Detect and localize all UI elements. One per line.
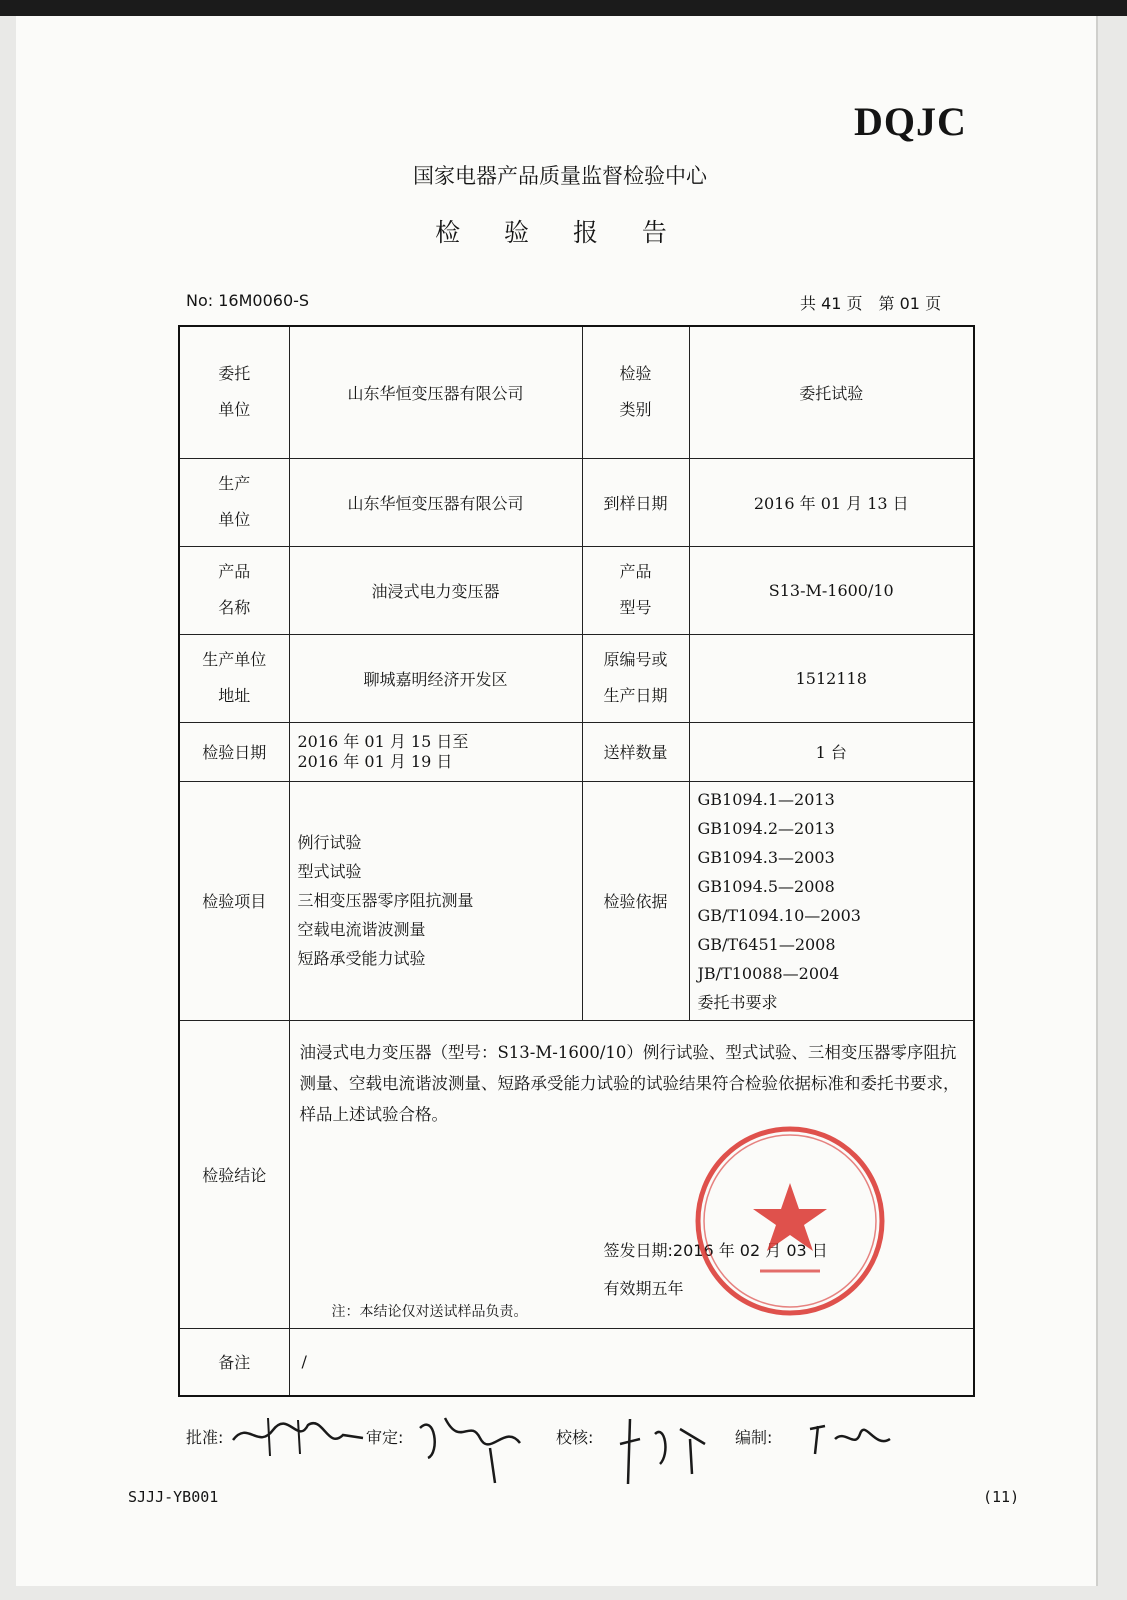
- list-item: 三相变压器零序阻抗测量: [297, 891, 474, 910]
- arrival-date-value: 2016 年 01 月 13 日: [689, 458, 974, 546]
- page-number: (11): [983, 1488, 1020, 1506]
- list-item: GB1094.5—2008: [697, 876, 835, 896]
- list-item: GB/T6451—2008: [697, 934, 836, 954]
- issue-date: 签发日期:2016 年 02 月 03 日: [603, 1240, 828, 1260]
- remark-label: 备注: [179, 1328, 289, 1396]
- product-name-label: 产品 名称: [179, 546, 289, 634]
- list-item: JB/T10088—2004: [697, 963, 840, 983]
- product-model-label: 产品 型号: [582, 546, 689, 634]
- check-signature: [610, 1404, 720, 1494]
- conclusion-text: 油浸式电力变压器（型号：S13-M-1600/10）例行试验、型式试验、三相变压器零序阻抗测量、空载电流谐波测量、短路承受能力试验的试验结果符合检验依据标准和委托书要求，样品上述试验合格。: [299, 1042, 960, 1124]
- remark-value: /: [289, 1328, 974, 1396]
- list-item: 空载电流谐波测量: [297, 920, 426, 939]
- test-items-list: [289, 781, 582, 1020]
- list-item: GB1094.1—2013: [697, 789, 835, 809]
- conclusion-label: 检验结论: [179, 1020, 289, 1328]
- list-item: 型式试验: [297, 862, 362, 881]
- test-type-label: 检验 类别: [582, 326, 689, 458]
- list-item: GB1094.2—2013: [697, 818, 835, 838]
- compile-label: 编制:: [735, 1428, 773, 1447]
- quantity-value: 1 台: [689, 722, 974, 781]
- page-count: 共 41 页 第 01 页: [800, 294, 942, 313]
- arrival-date-label: 到样日期: [582, 458, 689, 546]
- review-label: 审定:: [366, 1428, 404, 1447]
- conclusion-cell: [289, 1020, 974, 1328]
- producer-label: 生产 单位: [179, 458, 289, 546]
- validity-period: 有效期五年: [603, 1278, 684, 1298]
- product-name-value: 油浸式电力变压器: [289, 546, 582, 634]
- quantity-label: 送样数量: [582, 722, 689, 781]
- serial-value: 1512118: [689, 634, 974, 722]
- test-basis-label: 检验依据: [582, 781, 689, 1020]
- page-title: 检 验 报 告: [435, 218, 685, 247]
- client-value: 山东华恒变压器有限公司: [289, 326, 582, 458]
- official-stamp: [690, 1121, 890, 1321]
- form-code: SJJJ-YB001: [128, 1488, 219, 1506]
- brand-logo-text: DQJC: [854, 99, 967, 144]
- approve-label: 批准:: [186, 1428, 224, 1447]
- list-item: 短路承受能力试验: [297, 949, 426, 968]
- conclusion-note: 注：本结论仅对送试样品负责。: [331, 1303, 528, 1320]
- serial-label: 原编号或 生产日期: [582, 634, 689, 722]
- list-item: GB1094.3—2003: [697, 847, 835, 867]
- organization-name: 国家电器产品质量监督检验中心: [413, 164, 707, 188]
- product-model-value: S13-M-1600/10: [689, 546, 974, 634]
- report-number: No: 16M0060-S: [186, 291, 310, 310]
- client-label: 委托 单位: [179, 326, 289, 458]
- producer-value: 山东华恒变压器有限公司: [289, 458, 582, 546]
- test-date-value: 2016 年 01 月 15 日至 2016 年 01 月 19 日: [289, 722, 582, 781]
- report-table: [178, 325, 975, 1397]
- address-value: 聊城嘉明经济开发区: [289, 634, 582, 722]
- test-date-label: 检验日期: [179, 722, 289, 781]
- approve-signature: [228, 1410, 368, 1460]
- test-basis-list: [689, 781, 974, 1020]
- list-item: 例行试验: [297, 833, 362, 852]
- list-item: GB/T1094.10—2003: [697, 905, 861, 925]
- compile-signature: [800, 1414, 900, 1464]
- check-label: 校核:: [556, 1428, 594, 1447]
- address-label: 生产单位 地址: [179, 634, 289, 722]
- scan-edge: [0, 0, 1127, 16]
- test-type-value: 委托试验: [689, 326, 974, 458]
- list-item: 委托书要求: [697, 992, 778, 1012]
- test-items-label: 检验项目: [179, 781, 289, 1020]
- review-signature: [410, 1408, 540, 1488]
